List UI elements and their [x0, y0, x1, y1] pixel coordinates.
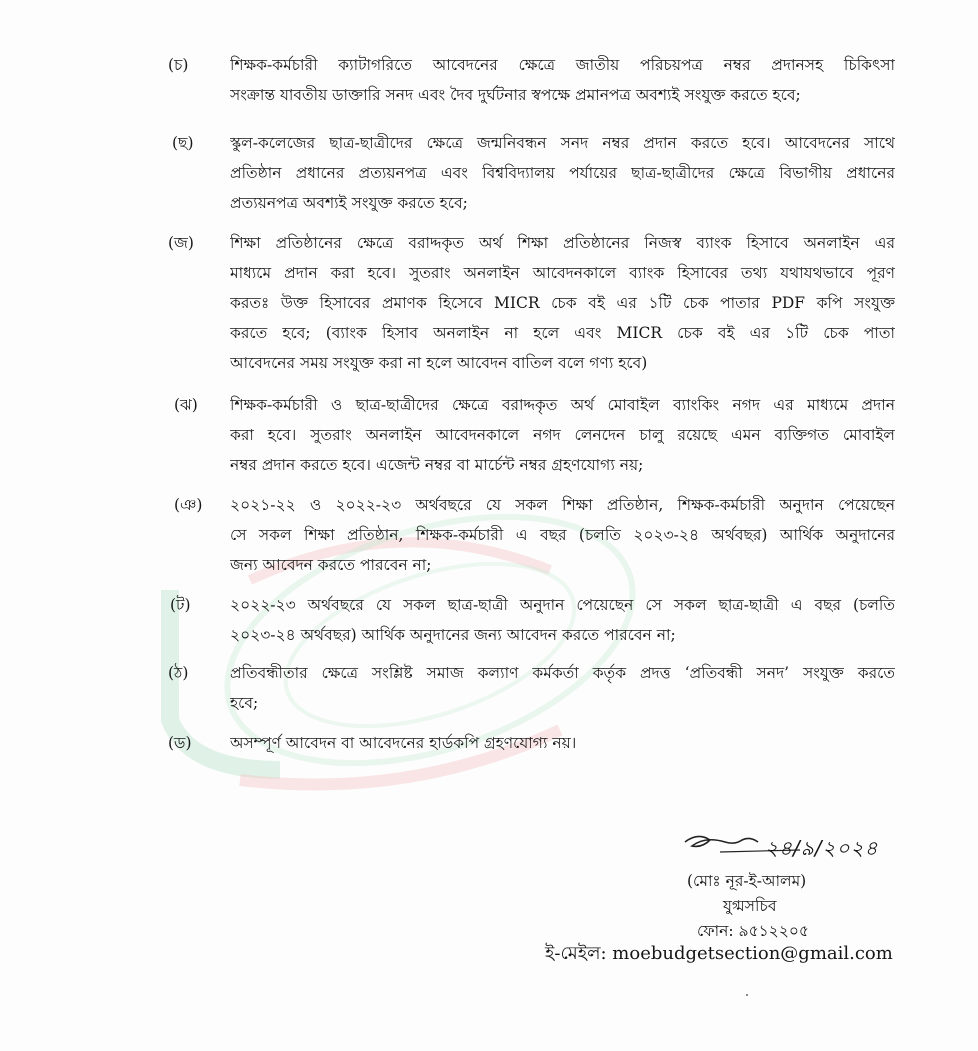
clause-marker: (ট) — [170, 596, 191, 614]
clause-marker: (জ) — [168, 234, 194, 252]
clause-line: প্রতিষ্ঠান প্রধানের প্রত্যয়নপত্র এবং বিশ্ববিদ্যালয় পর্যায়ের ছাত্র-ছাত্রীদের ক্ষেত্রে বিভাগীয় প্রধানের — [230, 164, 895, 182]
clause-line: সংক্রান্ত যাবতীয় ডাক্তারি সনদ এবং দৈব দুর্ঘটনার স্বপক্ষে প্রমানপত্র অবশ্যই সংযুক্ত করতে হবে; — [230, 86, 801, 104]
clause-line: শিক্ষক-কর্মচারী ক্যাটাগরিতে আবেদনের ক্ষেত্রে জাতীয় পরিচয়পত্র নম্বর প্রদানসহ চিকিৎসা — [230, 56, 895, 74]
clause-marker: (ছ) — [172, 134, 194, 152]
clause-line: ২০২৩-২৪ অর্থবছর) আর্থিক অনুদানের জন্য আবেদন করতে পারবেন না; — [230, 626, 676, 644]
clause-text — [230, 50, 895, 110]
clause-marker: (ঠ) — [168, 664, 189, 682]
clause-text — [230, 658, 895, 718]
clause-line: মাধ্যমে প্রদান করা হবে। সুতরাং অনলাইন আবেদনকালে ব্যাংক হিসাবের তথ্য যথাযথভাবে পূরণ — [230, 264, 895, 282]
clause-line: হবে; — [230, 694, 259, 712]
clause-text — [230, 590, 895, 650]
clause-line: প্রত্যয়নপত্র অবশ্যই সংযুক্ত করতে হবে; — [230, 194, 468, 212]
signatory-designation: যুগ্মসচিব — [723, 897, 777, 915]
clause-line: করতঃ উক্ত হিসাবের প্রমাণক হিসেবে MICR চেক বই এর ১টি চেক পাতার PDF কপি সংযুক্ত — [230, 294, 895, 312]
clause-line: করা হবে। সুতরাং অনলাইন আবেদনকালে নগদ লেনদেন চালু রয়েছে এমন ব্যক্তিগত মোবাইল — [230, 426, 895, 444]
clause-line: সে সকল শিক্ষা প্রতিষ্ঠান, শিক্ষক-কর্মচারী এ বছর (চলতি ২০২৩-২৪ অর্থবছর) আর্থিক অনুদানের — [230, 526, 895, 544]
clause-text — [230, 390, 895, 480]
clause-marker: (চ) — [168, 56, 189, 74]
clause-marker: (ঝ) — [174, 396, 198, 414]
clause-line: প্রতিবন্ধীতার ক্ষেত্রে সংশ্লিষ্ট সমাজ কল্যাণ কর্মকর্তা কর্তৃক প্রদত্ত ‘প্রতিবন্ধী সনদ’ সংযুক্ত করতে — [230, 664, 895, 682]
clause-text — [230, 228, 895, 378]
clause-line: অসম্পূর্ণ আবেদন বা আবেদনের হার্ডকপি গ্রহণযোগ্য নয়। — [230, 734, 577, 752]
clause-line: স্কুল-কলেজের ছাত্র-ছাত্রীদের ক্ষেত্রে জন্মনিবন্ধন সনদ নম্বর প্রদান করতে হবে। আবেদনের সাথে — [230, 134, 895, 152]
clause-line: জন্য আবেদন করতে পারবেন না; — [230, 556, 432, 574]
clause-line: শিক্ষক-কর্মচারী ও ছাত্র-ছাত্রীদের ক্ষেত্রে বরাদ্দকৃত অর্থ মোবাইল ব্যাংকিং নগদ এর মাধ্যমে প্রদান — [230, 396, 895, 414]
clause-marker: (ঞ) — [174, 496, 203, 514]
clause-line: ২০২২-২৩ অর্থবছরে যে সকল ছাত্র-ছাত্রী অনুদান পেয়েছেন সে সকল ছাত্র-ছাত্রী এ বছর (চলতি — [230, 596, 895, 614]
signature-date: ২৪/৯/২০২৪ — [765, 836, 879, 860]
clause-text — [230, 728, 895, 758]
signatory-phone: ফোন: ৯৫১২২০৫ — [697, 922, 809, 940]
clause-line: করতে হবে; (ব্যাংক হিসাব অনলাইন না হলে এবং MICR চেক বই এর ১টি চেক পাতা — [230, 324, 895, 342]
clause-line: ২০২১-২২ ও ২০২২-২৩ অর্থবছরে যে সকল শিক্ষা প্রতিষ্ঠান, শিক্ষক-কর্মচারী অনুদান পেয়েছেন — [230, 496, 895, 514]
clause-line: আবেদনের সময় সংযুক্ত করা না হলে আবেদন বাতিল বলে গণ্য হবে) — [230, 354, 648, 372]
signature-block — [520, 825, 920, 975]
clause-line: নম্বর প্রদান করতে হবে। এজেন্ট নম্বর বা মার্চেন্ট নম্বর গ্রহণযোগ্য নয়; — [230, 456, 644, 474]
clause-line: শিক্ষা প্রতিষ্ঠানের ক্ষেত্রে বরাদ্দকৃত অর্থ শিক্ষা প্রতিষ্ঠানের নিজস্ব ব্যাংক হিসাবে অনলাইন এর — [230, 234, 895, 252]
scan-speck — [746, 994, 748, 996]
clause-text — [230, 490, 895, 580]
signatory-name: (মোঃ নূর-ই-আলম) — [687, 872, 807, 890]
clause-marker: (ড) — [168, 734, 192, 752]
signatory-email: ই-মেইল: moebudgetsection@gmail.com — [545, 943, 893, 964]
clause-text — [230, 128, 895, 218]
